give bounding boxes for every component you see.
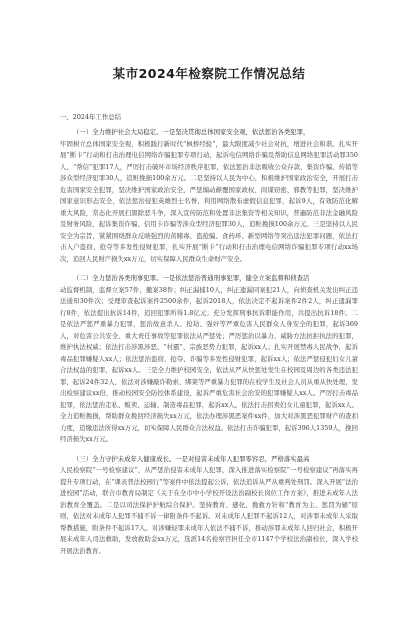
body-paragraph: 牢固树立总体国家安全观，积极践行新时代“枫桥经验”，最大限度减少社会对抗，增进社会和谐。扎实开展“断卡”行动和打击治理电信网络诈骗犯罪专项行动，起诉电信网络诈骗及帮助信息网络犯罪活动罪350人、“帮信”犯罪17人，严厉打击破坏市场经济秩序犯罪，依法惩治非法吸收公众存款、集资诈骗、传销等涉众型经济犯罪30人，追赃挽损100余万元。二是坚持以人民为中心，积极维护国家政治安全，开展打击危害国家安全犯罪，坚决维护国家政治安全，严惩煽动颠覆国家政权、间谍窃密、邪教等犯罪，坚决维护国家意识形态安全，依法惩治侵犯英雄烈士名誉、利用网络散布虚假信息犯罪，起诉9人，有效防范化解重大风险，常态化开展扫黑除恶斗争，深入宣传防范和处置非法集资等相关知识，普遍防范非法金融风险及财务风险，起诉集资诈骗、信用卡诈骗等涉众型经济犯罪30人，追赃挽损100余万元。三是坚持以人民安全为宗旨，紧紧围绕群众反映强烈的黄赌毒、盗抢骗、食药环、新型网络等突出违法犯罪问题，依法打击入户盗窃、抢夺等多发性侵财犯罪，扎实开展“断卡”行动和打击治理电信网络诈骗犯罪专项行动xx场次，追回人民财产损失xx万元，切实保障人民群众生命财产安全。 — [60, 139, 358, 263]
subsection-3 — [60, 454, 358, 558]
subsection-heading: （二）全力惩治各类刑事犯罪。一是依法惩治普通刑事犯罪，健全立案监督和侦查活 — [73, 274, 310, 282]
subsection-2 — [60, 273, 358, 446]
subsection-heading: （三）全力守护未成年人健康成长。一是对侵害未成年人犯罪零容忍，严格落实最高 — [73, 454, 310, 463]
document-title: 某市2024年检察院工作情况总结 — [112, 66, 306, 81]
section-heading: 一、2024年工作总结 — [60, 113, 121, 121]
document-page — [0, 64, 410, 644]
subsection-1 — [60, 127, 358, 265]
body-paragraph: 人民检察院“一号检察建议”，从严惩治侵害未成年人犯罪，深入推进落实检察院“一号检察建议”再落实再提升专项行动，在“课表普法校园行”等案件中依法提起公诉，依法追诉从严从重判处刑罚。深入开展“法治进校园”活动，联合市教育局制定《关于在全市中小学校开设法治副校长岗位工作方案》，推进未成年人法治教育全覆盖。二是以司法保护护航综合保护。坚持教育、感化、挽救方针和“教育为主、惩罚为辅”原则，依法对未成年人犯罪不捕不诉一律附条件不起诉。对未成年人犯罪不起诉12人，对涉罪未成年人采取帮教措施，附条件不起诉17人。对涉嫌轻罪未成年人依法不捕不诉，推动涉罪未成年人回归社会，积极开展未成年人司法救助，发放救助金xx万元，选派14名检察官担任全市1147个学校法治副校长，深入学校开展法治教育。 — [60, 466, 358, 555]
body-paragraph: 动监督机制，监督立案57件，撤案38件；纠正漏捕10人，纠正遗漏同案犯21人，向侦查机关发出纠正违法通知30件次；受理审查起诉案件2500余件，起诉2018人，依法决定不起诉案件2件2人，纠正遗漏罪行8件，依法提出抗诉14件，追回犯罪所得1.8亿元；充分发挥刑事抗诉职能作用，共提出抗诉18件。二是依法严惩严重暴力犯罪，惩治故意杀人、抢劫、强奸等严重危害人民群众人身安全的犯罪，起诉369人，对危害公共安全、重大责任事故等犯罪依法从严惩处；严厉惩治以暴力、威胁方法抗拒执法的犯罪，维护执法权威；依法打击涉黑涉恶、“村霸”、宗族恶势力犯罪，起诉xx人；扎实开展禁毒人民战争，起诉毒品犯罪嫌疑人xx人；依法惩治盗窃、抢夺、诈骗等多发性侵财犯罪，起诉xx人；依法严惩侵犯妇女儿童合法权益的犯罪，起诉xx人。三是全力维护校园安全，依法从严从快惩处发生在校园及周边的各类违法犯罪，起诉24件32人，依法对涉嫌敲诈勒索、绑架等严重暴力犯罪的在校学生及社会人员从重从快处理，发出检察建议xx份，推动校园安全防控体系建设，起诉严重危害社会治安的犯罪嫌疑人xx人。严厉打击毒品犯罪，依法惩治走私、贩卖、运输、制造毒品犯罪，起诉xx人。依法打击拐卖妇女儿童犯罪，起诉xx人。全力追赃挽损，帮助群众挽回经济损失xx万元，依法办理涉黑恶案件xx件，加大对涉黑恶犯罪财产的查扣力度，追缴违法所得xx万元，切实保障人民群众合法权益。依法打击诈骗犯罪，起诉396人1359人，挽回经济损失xx万元。 — [60, 285, 358, 443]
subsection-heading: （一）全力维护社会大局稳定。一是坚决贯彻总体国家安全观，依法惩治各类犯罪， — [73, 128, 310, 136]
